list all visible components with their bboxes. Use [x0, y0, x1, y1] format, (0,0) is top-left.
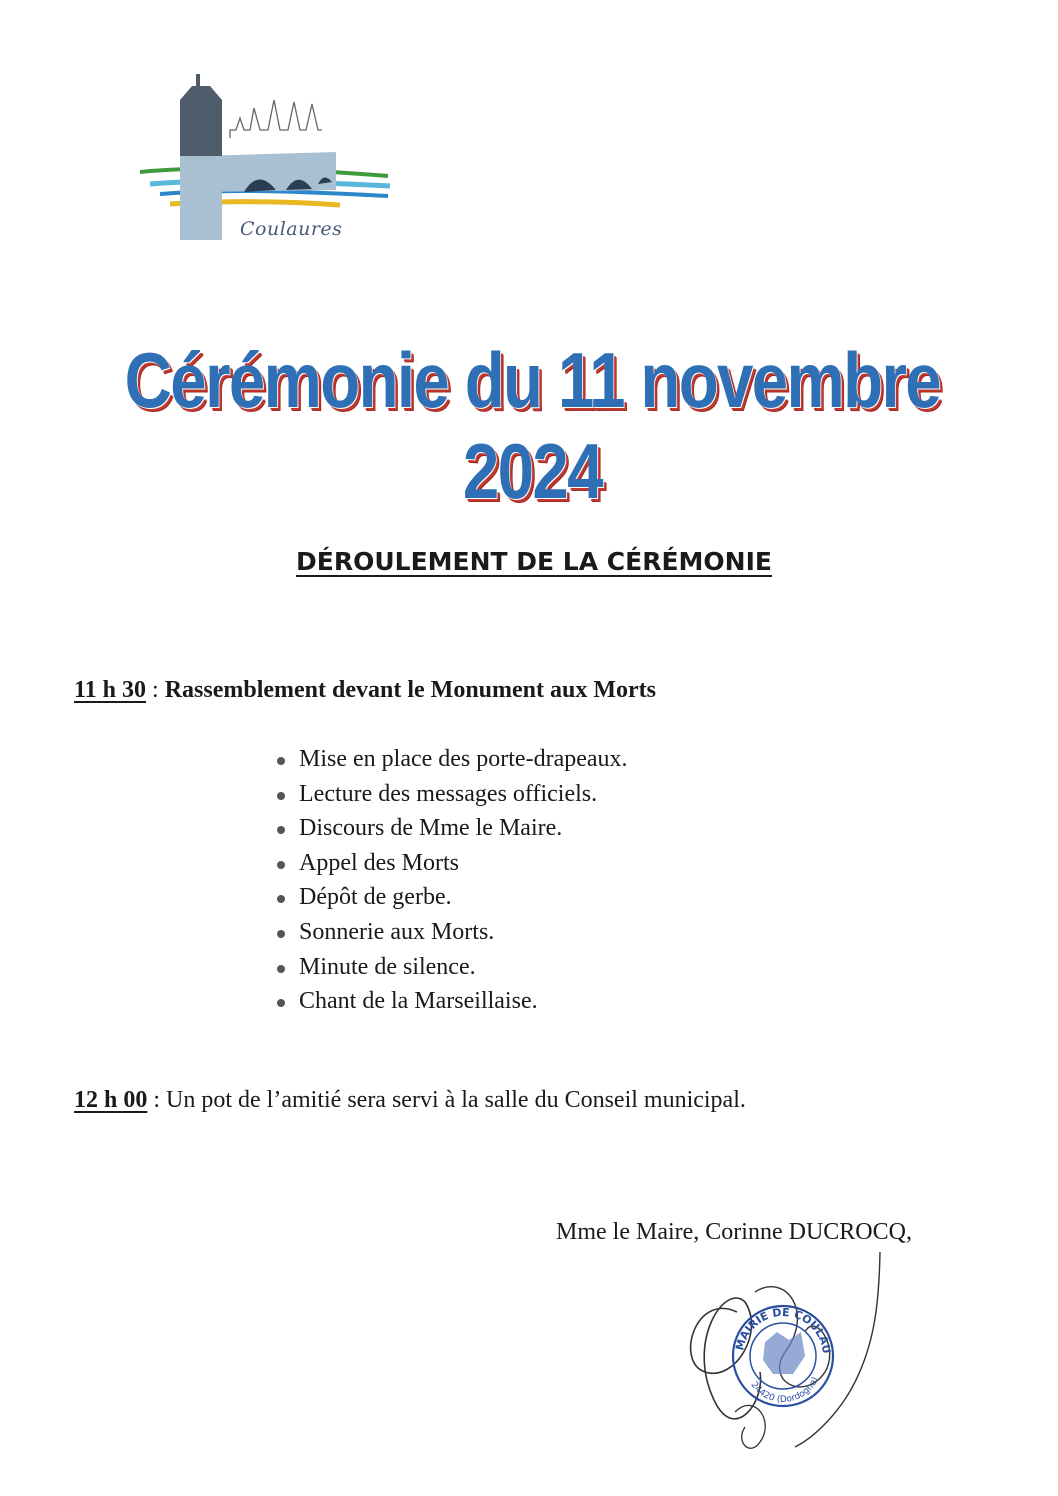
- list-item: Dépôt de gerbe.: [276, 880, 628, 915]
- list-item: Lecture des messages officiels.: [276, 777, 628, 812]
- signature-stroke: [795, 1252, 880, 1447]
- list-item: Minute de silence.: [276, 950, 628, 985]
- schedule-item: [74, 677, 656, 704]
- list-item: Mise en place des porte-drapeaux.: [276, 742, 628, 777]
- schedule-time: 12 h 00: [74, 1087, 148, 1113]
- signature-line: Mme le Maire, Corinne DUCROCQ,: [556, 1219, 912, 1245]
- coulaures-logo: [140, 72, 400, 252]
- stamp-text: MAIRIE DE COULAU: [733, 1305, 834, 1355]
- stamp-subtext: 24420 (Dordogne): [748, 1375, 821, 1406]
- schedule-time: 11 h 30: [74, 677, 147, 703]
- ceremony-steps-list: [276, 742, 628, 1019]
- official-stamp: [665, 1252, 895, 1462]
- signature-stroke: [735, 1405, 765, 1448]
- list-item: Discours de Mme le Maire.: [276, 811, 628, 846]
- schedule-description: Rassemblement devant le Monument aux Morts: [164, 677, 656, 703]
- schedule-item: [74, 1087, 746, 1114]
- stamp-emblem: [763, 1332, 805, 1374]
- page-title: Cérémonie du 11 novembre 2024: [124, 336, 941, 515]
- list-item: Chant de la Marseillaise.: [276, 984, 628, 1019]
- list-item: Sonnerie aux Morts.: [276, 915, 628, 950]
- schedule-separator: :: [146, 677, 165, 703]
- schedule-separator: :: [147, 1087, 167, 1113]
- signature-and-stamp: [665, 1252, 895, 1462]
- logo-wordmark: Coulaures: [240, 218, 343, 240]
- schedule-description: Un pot de l’amitié sera servi à la salle du Conseil municipal.: [166, 1087, 746, 1113]
- list-item: Appel des Morts: [276, 846, 628, 881]
- section-heading: DÉROULEMENT DE LA CÉRÉMONIE: [296, 547, 772, 576]
